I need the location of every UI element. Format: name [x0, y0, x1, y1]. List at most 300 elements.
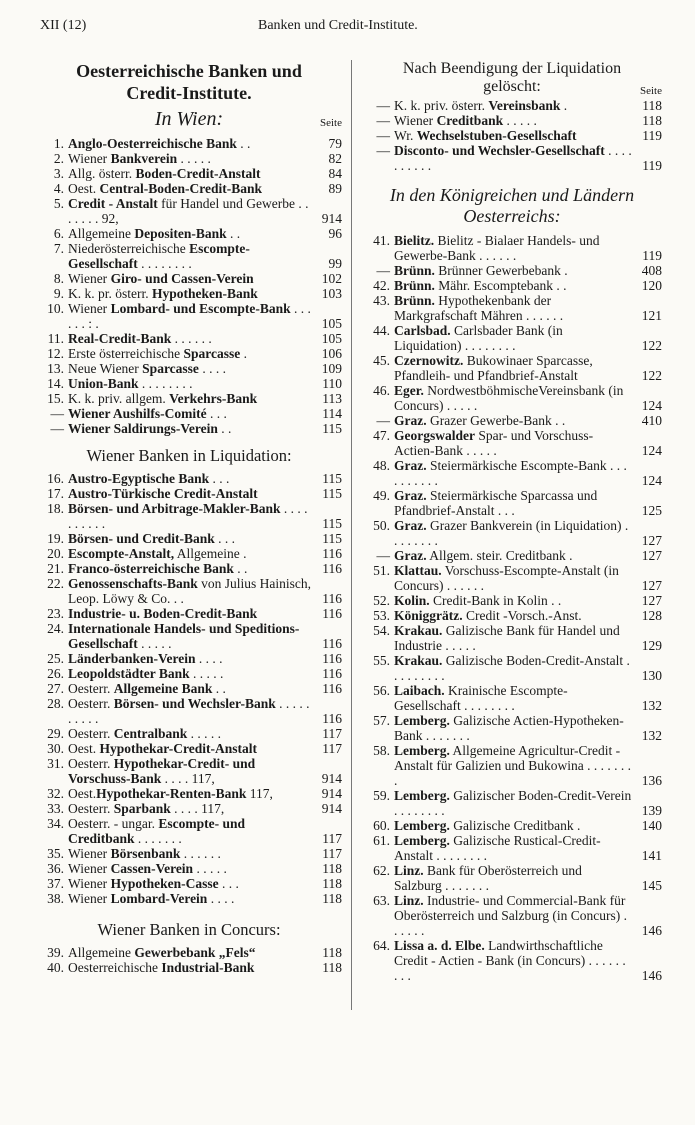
entry-text — [394, 548, 632, 563]
list-item — [36, 331, 342, 346]
entry-page: 122 — [641, 338, 662, 353]
entry-page: 117 — [322, 846, 342, 861]
entry-bold-name: Carlsbad. — [394, 323, 451, 338]
entry-bold-name: Central-Boden-Credit-Bank — [99, 181, 263, 196]
entry-bold-name: Hypothekar-Renten-Bank — [96, 786, 247, 801]
entry-bold-name: Laibach. — [394, 683, 445, 698]
entry-page: 116 — [322, 591, 342, 606]
list-item — [36, 271, 342, 286]
entry-rest: Vorschuss-Escompte-Anstalt (in Concurs) . . . . . . — [394, 563, 619, 593]
seite-label: Seite — [320, 117, 342, 129]
entry-bold-name: Lemberg. — [394, 818, 450, 833]
entry-rest: Bielitz - Bialaer Handels- und Gewerbe-Bank . . . . . . — [394, 233, 600, 263]
entry-number: 3. — [53, 166, 64, 181]
entry-prefix: Wiener — [68, 151, 111, 166]
entry-rest: . . . . . — [187, 726, 221, 741]
entry-number: 21. — [47, 561, 64, 576]
entry-number: 26. — [47, 666, 64, 681]
entry-rest: Landwirthschaftliche Credit - Actien - Bank (in Concurs) . . . . . . . . . — [394, 938, 626, 983]
entry-text — [68, 561, 312, 576]
list-item — [36, 151, 342, 166]
entry-text — [68, 741, 312, 756]
entry-bold-name: Genossenschafts-Bank — [68, 576, 198, 591]
entry-bold-name: Graz. — [394, 458, 427, 473]
entry-number: 38. — [47, 891, 64, 906]
entry-bold-name: Bankverein — [110, 151, 178, 166]
entry-text — [394, 263, 632, 278]
entry-page: 130 — [641, 668, 662, 683]
entry-rest: Industrie- und Commercial-Bank für Oberösterreich und Salzburg (in Concurs) . . . . . . — [394, 893, 627, 938]
entry-number: 14. — [47, 376, 64, 391]
entry-number: 59. — [373, 788, 390, 803]
list-item — [36, 876, 342, 891]
entry-number: 29. — [47, 726, 64, 741]
list-item — [362, 263, 662, 278]
list-item — [362, 563, 662, 593]
entry-number: 57. — [373, 713, 390, 728]
entry-rest: . . . . — [198, 361, 226, 376]
entry-rest: Bukowinaer Sparcasse, Pfandleih- und Pfandbrief-Anstalt — [394, 353, 593, 383]
entry-page: 117 — [322, 726, 342, 741]
entry-number: 28. — [47, 696, 64, 711]
list-item — [36, 391, 342, 406]
entry-number: 12. — [47, 346, 64, 361]
entry-rest: . . — [226, 226, 241, 241]
entry-bold-name: Sparcasse — [142, 361, 199, 376]
entry-number: 8. — [53, 271, 64, 286]
entry-bold-name: Brünn. — [394, 293, 435, 308]
entry-number: — — [376, 413, 390, 428]
list-item — [362, 458, 662, 488]
entry-rest: . . — [236, 136, 251, 151]
entry-prefix: Oesterr. — [68, 681, 114, 696]
entry-page: 82 — [328, 151, 342, 166]
entry-number: 31. — [47, 756, 64, 771]
entry-page: 127 — [641, 548, 662, 563]
entry-prefix: Wiener — [68, 891, 111, 906]
list-item — [36, 241, 342, 271]
list-item — [362, 278, 662, 293]
column-divider — [351, 60, 352, 1010]
entry-number: 49. — [373, 488, 390, 503]
entry-bold-name: Lemberg. — [394, 788, 450, 803]
entry-rest: . . . . . . . . . . — [68, 696, 310, 726]
entry-number: 13. — [47, 361, 64, 376]
entry-page: 114 — [322, 406, 342, 421]
entry-bold-name: Wiener Aushilfs-Comité — [68, 406, 207, 421]
list-item — [362, 113, 662, 128]
list-item — [36, 741, 342, 756]
entry-number: — — [376, 113, 390, 128]
entry-text — [68, 346, 312, 361]
list-item — [362, 938, 662, 983]
entry-text — [68, 666, 312, 681]
entry-bold-name: Hypotheken-Bank — [152, 286, 258, 301]
entry-page: 127 — [641, 578, 662, 593]
list-item — [36, 196, 342, 226]
liquidation-deleted-heading — [362, 60, 662, 96]
entry-text — [68, 891, 312, 906]
entry-number: 52. — [373, 593, 390, 608]
entry-number: 22. — [47, 576, 64, 591]
entry-page: 140 — [641, 818, 662, 833]
entry-number: — — [376, 263, 390, 278]
list-item — [362, 413, 662, 428]
list-item — [36, 546, 342, 561]
entry-number: 19. — [47, 531, 64, 546]
entry-bold-name: Vereinsbank — [488, 98, 561, 113]
entry-bold-name: Industrie- u. Boden-Credit-Bank — [68, 606, 258, 621]
entry-bold-name: Credit - Anstalt — [68, 196, 158, 211]
entry-text — [68, 801, 312, 816]
list-item — [36, 606, 342, 621]
entry-rest: . . . . . — [193, 861, 227, 876]
entry-text — [68, 606, 312, 621]
entry-rest: 117, — [246, 786, 273, 801]
entry-page: 118 — [642, 98, 662, 113]
entry-number: 1. — [53, 136, 64, 151]
entry-number: 45. — [373, 353, 390, 368]
liquidation-deleted-line2: gelöscht: — [483, 78, 541, 95]
entry-text — [68, 166, 312, 181]
entry-prefix: K. k. pr. österr. — [68, 286, 152, 301]
entry-rest: Galizische Bank für Handel und Industrie . . . . . — [394, 623, 620, 653]
list-item — [36, 136, 342, 151]
entry-prefix: Erste österreichische — [68, 346, 184, 361]
entry-rest: . . . . 117, — [161, 771, 215, 786]
list-item — [362, 128, 662, 143]
entry-bold-name: Creditbank — [436, 113, 504, 128]
entry-number: 55. — [373, 653, 390, 668]
entry-bold-name: Escompte- und Creditbank — [68, 816, 245, 846]
entry-number: 24. — [47, 621, 64, 636]
entry-rest: Allgemeine . — [174, 546, 247, 561]
entry-bold-name: Lemberg. — [394, 833, 450, 848]
entry-text — [68, 376, 312, 391]
entry-page: 125 — [641, 503, 662, 518]
entry-number: 43. — [373, 293, 390, 308]
entry-number: — — [50, 406, 64, 421]
deleted-entry-list — [362, 98, 662, 173]
entry-text — [68, 421, 312, 436]
entry-rest: Grazer Gewerbe-Bank . . — [426, 413, 566, 428]
list-item — [36, 501, 342, 531]
entry-prefix: Wiener — [394, 113, 437, 128]
entry-rest: . . . . — [207, 891, 235, 906]
entry-page: 109 — [321, 361, 342, 376]
list-item — [362, 743, 662, 788]
list-item — [362, 713, 662, 743]
entry-rest: von Julius Hainisch, Leop. Löwy & Co. . . — [68, 576, 312, 606]
entry-page: 132 — [641, 728, 662, 743]
main-title-line1: Oesterreichische Banken und — [76, 61, 302, 81]
entry-bold-name: Brünn. — [394, 278, 435, 293]
entry-rest: . . — [233, 561, 248, 576]
entry-prefix: Oesterr. — [68, 756, 114, 771]
entry-text — [394, 818, 632, 833]
entry-text — [394, 488, 632, 518]
entry-text — [394, 743, 632, 788]
entry-rest: . . — [217, 421, 232, 436]
list-item — [36, 166, 342, 181]
seite-label-right: Seite — [640, 85, 662, 97]
list-item — [362, 818, 662, 833]
entry-rest: . . . . . . : . — [68, 301, 311, 331]
entry-number: 50. — [373, 518, 390, 533]
entry-bold-name: Brünn. — [394, 263, 435, 278]
entry-bold-name: Länderbanken-Verein — [68, 651, 196, 666]
entry-text — [68, 651, 312, 666]
entry-text — [68, 816, 312, 846]
entry-number: 40. — [47, 960, 64, 975]
entry-page: 113 — [322, 391, 342, 406]
entry-number: 6. — [53, 226, 64, 241]
entry-page: 116 — [322, 681, 342, 696]
entry-bold-name: Franco-österreichische Bank — [68, 561, 234, 576]
entry-text — [394, 518, 632, 548]
right-column — [362, 60, 662, 983]
entry-rest: Spar- und Vorschuss-Actien-Bank . . . . . — [394, 428, 594, 458]
entry-text — [394, 788, 632, 818]
entry-text — [394, 233, 632, 263]
entry-bold-name: Escompte-Gesellschaft — [68, 241, 250, 271]
entry-text — [68, 756, 312, 786]
list-item — [36, 861, 342, 876]
entry-page: 914 — [321, 801, 342, 816]
entry-bold-name: Graz. — [394, 413, 427, 428]
entry-text — [394, 413, 632, 428]
entry-bold-name: Krakau. — [394, 653, 443, 668]
entry-page: 146 — [641, 923, 662, 938]
entry-bold-name: Sparcasse — [183, 346, 241, 361]
entry-text — [68, 960, 312, 975]
entry-text — [394, 863, 632, 893]
entry-page: 124 — [641, 473, 662, 488]
entry-bold-name: Lombard-Verein — [110, 891, 208, 906]
list-item — [36, 486, 342, 501]
entry-number: 46. — [373, 383, 390, 398]
entry-number: 62. — [373, 863, 390, 878]
entry-rest: . . . . . — [189, 666, 224, 681]
entry-rest: . — [240, 346, 247, 361]
kingdoms-heading: In den Königreichen und Ländern Oesterreichs: — [389, 185, 635, 226]
entry-rest: . . . — [214, 531, 236, 546]
entry-page: 103 — [321, 286, 342, 301]
entry-rest: . . . . — [195, 651, 223, 666]
list-item — [36, 891, 342, 906]
entry-bold-name: Gewerbebank „Fels“ — [134, 945, 256, 960]
entry-page: 139 — [641, 803, 662, 818]
entry-text — [394, 938, 632, 983]
entry-rest: Credit -Vorsch.-Anst. — [462, 608, 582, 623]
entry-bold-name: Allgemeine Bank — [113, 681, 213, 696]
entry-page: 118 — [322, 891, 342, 906]
entry-text — [68, 286, 312, 301]
entry-bold-name: Austro-Egyptische Bank — [68, 471, 210, 486]
list-item — [36, 786, 342, 801]
entry-page: 145 — [641, 878, 662, 893]
list-item — [362, 488, 662, 518]
entry-number: 58. — [373, 743, 390, 758]
entry-rest: . — [560, 98, 568, 113]
entry-text — [394, 113, 632, 128]
entry-number: 54. — [373, 623, 390, 638]
entry-bold-name: Königgrätz. — [394, 608, 463, 623]
list-item — [36, 286, 342, 301]
entry-text — [68, 576, 312, 606]
entry-text — [68, 531, 312, 546]
list-item — [362, 518, 662, 548]
entry-text — [68, 861, 312, 876]
entry-bold-name: Graz. — [394, 548, 427, 563]
list-item — [36, 801, 342, 816]
entry-prefix: Oesterreichische — [68, 960, 162, 975]
entry-bold-name: Real-Credit-Bank — [68, 331, 172, 346]
list-item — [36, 960, 342, 975]
entry-prefix: Oesterr. - ungar. — [68, 816, 159, 831]
entry-bold-name: Wechselstuben-Gesellschaft — [416, 128, 577, 143]
entry-text — [394, 353, 632, 383]
entry-number: 37. — [47, 876, 64, 891]
entry-number: 39. — [47, 945, 64, 960]
entry-rest: Carlsbader Bank (in Liquidation) . . . . . . . . — [394, 323, 563, 353]
entry-bold-name: Czernowitz. — [394, 353, 464, 368]
entry-text — [68, 331, 312, 346]
entry-page: 115 — [322, 471, 342, 486]
entry-number: 9. — [53, 286, 64, 301]
entry-rest: . . . . . — [177, 151, 211, 166]
entry-rest: Galizischer Boden-Credit-Verein . . . . . . . . — [394, 788, 632, 818]
list-item — [362, 863, 662, 893]
entry-rest: Galizische Boden-Credit-Anstalt . . . . . . . . . — [394, 653, 630, 683]
entry-prefix: Wiener — [68, 861, 111, 876]
entry-number: 17. — [47, 486, 64, 501]
entry-text — [68, 391, 312, 406]
entry-rest: . . . . . . . . . . — [394, 143, 632, 173]
entry-page: 118 — [322, 945, 342, 960]
entry-number: 63. — [373, 893, 390, 908]
list-item — [36, 696, 342, 726]
entry-text — [68, 621, 312, 651]
liquidation-deleted-line1: Nach Beendigung der Liquidation — [402, 60, 622, 77]
entry-page: 129 — [641, 638, 662, 653]
entry-prefix: K. k. priv. allgem. — [68, 391, 170, 406]
entry-number: 61. — [373, 833, 390, 848]
entry-page: 146 — [641, 968, 662, 983]
entry-rest: Allgem. steir. Creditbank . — [426, 548, 573, 563]
entry-page: 110 — [322, 376, 342, 391]
list-item — [36, 846, 342, 861]
entry-prefix: Oesterr. — [68, 726, 114, 741]
list-item — [36, 681, 342, 696]
section-in-wien-label: In Wien: — [154, 108, 224, 130]
entry-prefix: Oest. — [68, 741, 100, 756]
concurs-heading: Wiener Banken in Concurs: — [97, 920, 281, 939]
entry-bold-name: Lissa a. d. Elbe. — [394, 938, 485, 953]
entry-page: 124 — [641, 398, 662, 413]
entry-number: 48. — [373, 458, 390, 473]
entry-number: — — [376, 128, 390, 143]
entry-text — [394, 713, 632, 743]
entry-bold-name: Verkehrs-Bank — [169, 391, 258, 406]
list-item — [36, 181, 342, 196]
list-item — [36, 531, 342, 546]
entry-page: 141 — [641, 848, 662, 863]
list-item — [36, 406, 342, 421]
entry-page: 102 — [321, 271, 342, 286]
entry-text — [394, 278, 632, 293]
liquidation-heading: Wiener Banken in Liquidation: — [86, 446, 292, 465]
list-item — [36, 421, 342, 436]
concurs-entry-list — [36, 945, 342, 975]
list-item — [362, 98, 662, 113]
entry-rest: . . . . . . — [171, 331, 212, 346]
entry-number: 4. — [53, 181, 64, 196]
entry-page: 105 — [321, 316, 342, 331]
entry-text — [68, 181, 312, 196]
entry-number: 11. — [47, 331, 64, 346]
entry-number: 2. — [53, 151, 64, 166]
list-item — [36, 471, 342, 486]
entry-page: 118 — [642, 113, 662, 128]
entry-bold-name: Depositen-Bank — [134, 226, 227, 241]
left-column — [36, 60, 342, 975]
entry-page: 128 — [641, 608, 662, 623]
entry-page: 408 — [641, 263, 662, 278]
entry-page: 116 — [322, 606, 342, 621]
entry-bold-name: Hypotheken-Casse — [110, 876, 219, 891]
entry-page: 124 — [641, 443, 662, 458]
entry-number: 34. — [47, 816, 64, 831]
entry-bold-name: Escompte-Anstalt, — [68, 546, 175, 561]
list-item — [36, 301, 342, 331]
entry-page: 106 — [321, 346, 342, 361]
entry-rest: Credit-Bank in Kolin . . — [429, 593, 562, 608]
entry-rest: Grazer Bankverein (in Liquidation) . . . . . . . . — [394, 518, 629, 548]
list-item — [36, 621, 342, 651]
running-title: Banken und Credit-Institute. — [258, 18, 418, 33]
list-item — [362, 608, 662, 623]
list-item — [362, 353, 662, 383]
entry-bold-name: Krakau. — [394, 623, 443, 638]
entry-prefix: Wiener — [68, 876, 111, 891]
entry-rest: . . . . . . — [180, 846, 221, 861]
entry-rest: Galizische Rustical-Credit-Anstalt . . . . . . . . — [394, 833, 601, 863]
entry-number: 20. — [47, 546, 64, 561]
section-in-wien — [36, 108, 342, 130]
entry-text — [394, 833, 632, 863]
entry-rest: . . — [212, 681, 226, 696]
entry-bold-name: Disconto- und Wechsler-Gesellschaft — [394, 143, 605, 158]
entry-text — [68, 546, 312, 561]
list-item — [36, 561, 342, 576]
page-header — [40, 18, 660, 38]
entry-page: 116 — [322, 651, 342, 666]
entry-text — [68, 241, 312, 271]
list-item — [36, 346, 342, 361]
list-item — [362, 233, 662, 263]
entry-page: 117 — [322, 741, 342, 756]
entry-page: 122 — [641, 368, 662, 383]
entry-text — [68, 726, 312, 741]
entry-page: 410 — [641, 413, 662, 428]
entry-page: 119 — [642, 158, 662, 173]
entry-text — [394, 893, 632, 938]
list-item — [362, 893, 662, 938]
list-item — [362, 293, 662, 323]
list-item — [362, 143, 662, 173]
entry-number: 16. — [47, 471, 64, 486]
